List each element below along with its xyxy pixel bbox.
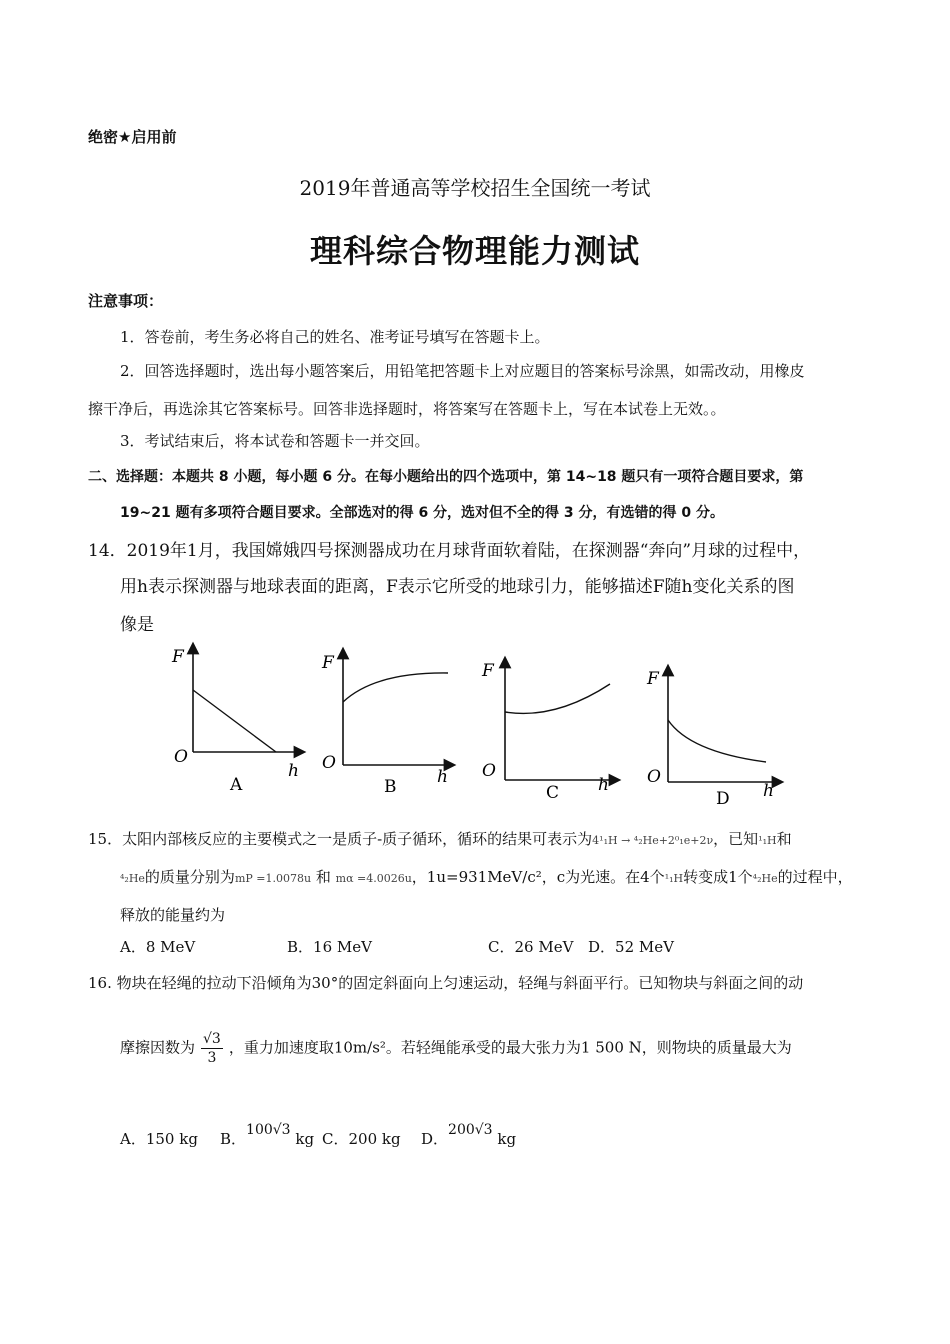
q15-mp: mP =1.0078u [234, 872, 312, 885]
graph-c-label: C [546, 783, 560, 803]
q15-line-3: 释放的能量约为 [120, 906, 226, 924]
q16-option-b [220, 1122, 315, 1149]
q16-option-d-value: 200√3 [448, 1122, 493, 1138]
exam-title: 理科综合物理能力测试 [309, 232, 640, 270]
graph-d-x-label: h [763, 781, 774, 801]
notice-item-2-line-1: 2．回答选择题时，选出每小题答案后，用铅笔把答题卡上对应题目的答案标号涂黑，如需改动，用橡皮 [120, 362, 805, 380]
notice-item-2-line-2: 擦干净后，再选涂其它答案标号。回答非选择题时，将答案写在答题卡上，写在本试卷上无效。。 [88, 400, 726, 418]
q15-option-d: D．52 MeV [588, 938, 674, 956]
q15-and: 和 [776, 830, 792, 848]
graph-a-origin: O [174, 747, 188, 767]
q16-option-c: C．200 kg [322, 1130, 401, 1148]
q16-option-a: A．150 kg [120, 1130, 198, 1148]
graph-c [481, 661, 615, 803]
notice-heading: 注意事项： [88, 292, 164, 310]
q16-option-b-unit: kg [295, 1130, 315, 1148]
q14-line-2: 用h表示探测器与地球表面的距离，F表示它所受的地球引力，能够描述F随h变化关系的图 [120, 577, 795, 597]
section-2-line-2: 19~21 题有多项符合题目要求。全部选对的得 6 分，选对但不全的得 3 分，有选错的得 0 分。 [120, 505, 725, 521]
q15-ma: mα =4.0026u [335, 872, 412, 885]
q16-friction-fraction [201, 1030, 223, 1067]
graph-b-label: B [384, 777, 397, 797]
confidential-mark: 绝密★启用前 [88, 128, 177, 146]
graph-d [646, 669, 778, 809]
graph-a-label: A [230, 775, 243, 795]
graph-a [171, 647, 300, 795]
q15-he-symbol: ⁴₂He [120, 872, 145, 885]
q15-option-a: A．8 MeV [120, 938, 196, 956]
graph-b-y-label: F [322, 653, 334, 673]
graph-a-x-label: h [288, 761, 299, 781]
graph-c-origin: O [482, 761, 496, 781]
graph-a-y-label: F [172, 647, 184, 667]
q15-h-symbol-2: ¹₁H [664, 872, 684, 885]
graph-a-curve [193, 690, 276, 752]
notice-item-1: 1．答卷前，考生务必将自己的姓名、准考证号填写在答题卡上。 [120, 328, 550, 346]
graph-d-curve [668, 720, 766, 762]
graph-b-curve [343, 673, 448, 702]
q14-line-1: 14．2019年1月，我国嫦娥四号探测器成功在月球背面软着陆，在探测器“奔向”月球的过程中， [88, 541, 811, 561]
notice-item-3: 3．考试结束后，将本试卷和答题卡一并交回。 [120, 432, 430, 450]
q16-line-2-post: ，重力加速度取10m/s²。若轻绳能承受的最大张力为1 500 N，则物块的质量最大为 [228, 1038, 792, 1057]
q15-line-1 [88, 828, 792, 849]
q14-line-3: 像是 [120, 615, 154, 635]
q15-option-b: B．16 MeV [287, 938, 372, 956]
q15-line-1-post: ，已知 [713, 830, 759, 848]
q16-option-d-unit: kg [497, 1130, 517, 1148]
graph-c-x-label: h [598, 775, 609, 795]
graph-b-origin: O [322, 753, 336, 773]
q15-line-2-a: 的质量分别为 [144, 868, 235, 886]
graph-c-curve [505, 684, 610, 713]
graph-c-y-label: F [482, 661, 494, 681]
q16-frac-denominator: 3 [207, 1050, 217, 1066]
q14-graphs [160, 640, 800, 810]
q16-option-b-value: 100√3 [246, 1122, 291, 1138]
q15-option-c: C．26 MeV [488, 938, 574, 956]
q16-line-2 [120, 1030, 792, 1067]
q15-he-symbol-2: ⁴₂He [752, 872, 778, 885]
section-2-line-1: 二、选择题：本题共 8 小题，每小题 6 分。在每小题给出的四个选项中，第 14~18 题只有一项符合题目要求，第 [88, 469, 804, 485]
q15-line-2-b: ，1u=931MeV/c²，c为光速。在4个 [411, 868, 665, 886]
q15-line-2-c: 转变成1个 [683, 868, 753, 886]
q16-line-1: 16. 物块在轻绳的拉动下沿倾角为30°的固定斜面向上匀速运动，轻绳与斜面平行。已知物块与斜面之间的动 [88, 974, 804, 992]
graph-b-x-label: h [437, 767, 448, 787]
graph-d-origin: O [647, 767, 661, 787]
q15-h-symbol: ¹₁H [758, 834, 777, 847]
q16-option-d-label: D． [421, 1130, 449, 1148]
graph-d-y-label: F [647, 669, 659, 689]
q16-frac-numerator: √3 [203, 1031, 221, 1047]
q16-option-d [421, 1122, 517, 1149]
graph-d-label: D [716, 789, 730, 809]
q15-equation: 4¹₁H → ⁴₂He+2⁰₁e+2ν [592, 834, 714, 847]
q15-line-1-text: 15．太阳内部核反应的主要模式之一是质子-质子循环，循环的结果可表示为 [88, 830, 593, 848]
q16-line-2-pre: 摩擦因数为 [120, 1038, 196, 1057]
q15-and-2: 和 [315, 868, 331, 886]
exam-subtitle: 2019年普通高等学校招生全国统一考试 [299, 176, 651, 200]
q15-line-2 [120, 866, 853, 887]
q16-option-b-label: B． [220, 1130, 247, 1148]
graph-b [321, 653, 450, 797]
q15-line-2-d: 的过程中， [777, 868, 853, 886]
